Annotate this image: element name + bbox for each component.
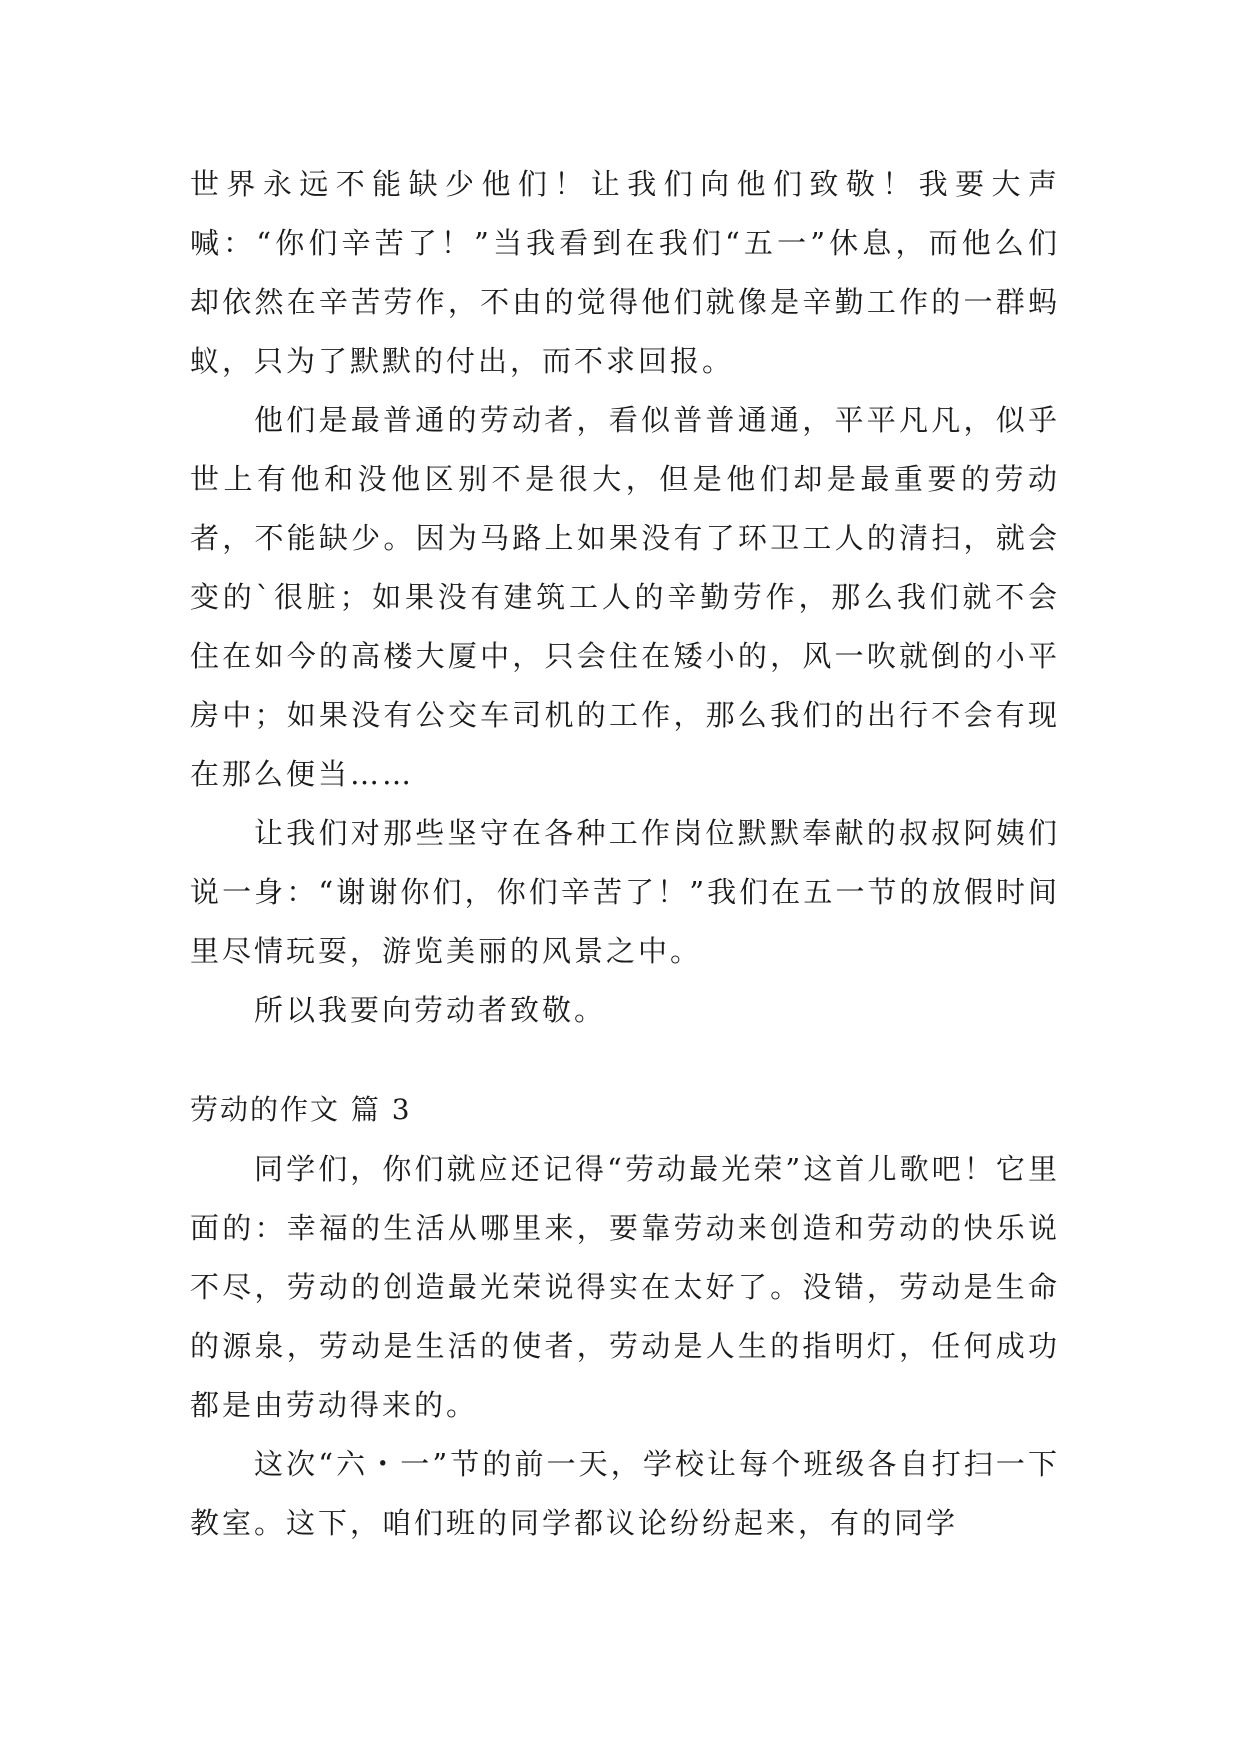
essay-section-continued — [190, 155, 1060, 1040]
essay-heading: 劳动的作文 篇 3 — [190, 1093, 412, 1126]
essay-section-3 — [190, 1140, 1060, 1553]
paragraph: 他们是最普通的劳动者，看似普普通通，平平凡凡，似乎世上有他和没他区别不是很大，但是他们却是最重要的劳动者，不能缺少。因为马路上如果没有了环卫工人的清扫，就会变的`很脏；如果没有建筑工人的辛勤劳作，那么我们就不会住在如今的高楼大厦中，只会住在矮小的，风一吹就倒的小平房中；如果没有公交车司机的工作，那么我们的出行不会有现在那么便当…… — [190, 403, 1060, 791]
paragraph: 这次“六・一”节的前一天，学校让每个班级各自打扫一下教室。这下，咱们班的同学都议论纷纷起来，有的同学 — [190, 1447, 1060, 1540]
paragraph: 同学们，你们就应还记得“劳动最光荣”这首儿歌吧！它里面的：幸福的生活从哪里来，要靠劳动来创造和劳动的快乐说不尽，劳动的创造最光荣说得实在太好了。没错，劳动是生命的源泉，劳动是生活的使者，劳动是人生的指明灯，任何成功都是由劳动得来的。 — [190, 1152, 1060, 1422]
paragraph: 让我们对那些坚守在各种工作岗位默默奉献的叔叔阿姨们说一身：“谢谢你们，你们辛苦了！”我们在五一节的放假时间里尽情玩耍，游览美丽的风景之中。 — [190, 816, 1060, 968]
paragraph: 世界永远不能缺少他们！让我们向他们致敬！我要大声喊：“你们辛苦了！”当我看到在我们“五一”休息，而他么们却依然在辛苦劳作，不由的觉得他们就像是辛勤工作的一群蚂蚁，只为了默默的付出，而不求回报。 — [190, 167, 1060, 378]
paragraph: 所以我要向劳动者致敬。 — [254, 993, 607, 1027]
